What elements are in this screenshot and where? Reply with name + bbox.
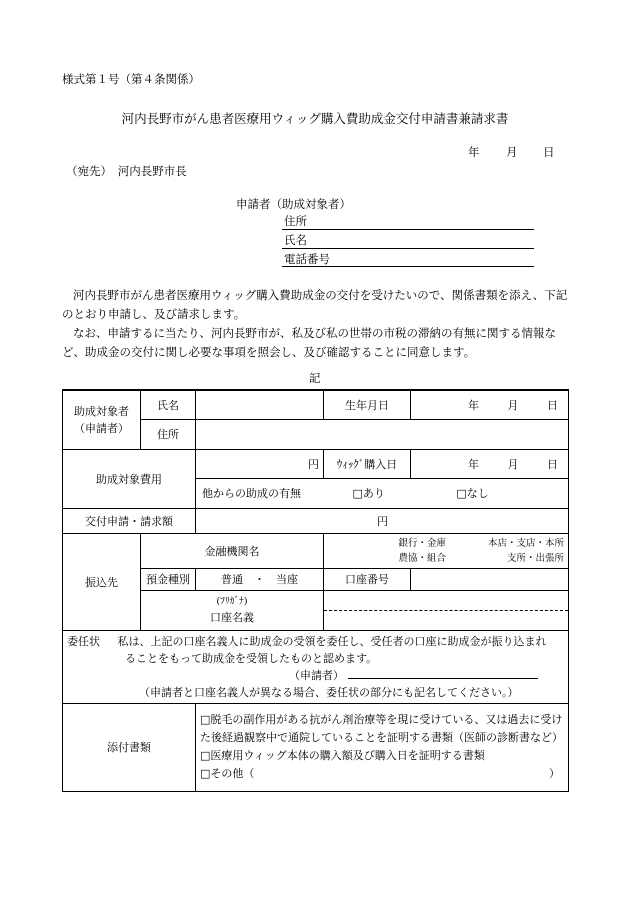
wig-date-label: ｳｨｯｸﾞ購入日 [324,449,411,478]
grant-label: 交付申請・請求額 [63,508,196,533]
applicant-address-line[interactable] [282,229,534,230]
holder-name-input[interactable] [324,611,568,630]
birth-year: 年 [468,398,479,412]
furigana-label: (ﾌﾘｶﾞﾅ) [216,595,248,607]
proxy-applicant-line[interactable] [348,667,538,679]
birth-month: 月 [507,398,519,412]
applicant-address-label: 住所 [284,214,307,228]
other-subsidy-yes-checkbox[interactable]: □あり [352,487,385,500]
proxy-note: （申請者と口座名義人が異なる場合、委任状の部分にも記名してください。） [139,685,519,699]
applicant-name-line[interactable] [282,248,534,249]
proxy-text-1: 私は、上記の口座名義人に助成金の受領を委任し、受任者の口座に助成金が振り込まれ [117,634,547,648]
attach-other-close: ） [549,767,560,780]
wig-day: 日 [547,457,558,471]
document-title: 河内長野市がん患者医療用ウィッグ購入費助成金交付申請書兼請求書 [121,111,509,126]
name-input-cell[interactable] [196,390,324,419]
bank-type-1: 銀行・金庫 [398,537,446,549]
grant-yen: 円 [377,514,388,528]
holder-label: 口座名義 [210,610,254,624]
attach-item-receipt-checkbox[interactable]: □医療用ウィッグ本体の購入額及び購入日を証明する書類 [200,749,485,762]
applicant-phone-label: 電話番号 [284,252,330,266]
subject-sub-label: （申請者） [74,421,129,435]
applicant-phone-line[interactable] [282,266,534,267]
address-label: 住所 [141,419,196,449]
applicant-name-label: 氏名 [284,233,307,247]
wig-month: 月 [507,457,519,471]
cost-input-cell[interactable] [196,449,324,478]
proxy-applicant-label: （申請者） [289,668,344,682]
deposit-label: 預金種別 [141,568,196,590]
holder-input-cell[interactable] [324,590,569,630]
attach-other-checkbox[interactable]: □その他（ [200,767,255,780]
subject-label: 助成対象者 [74,404,129,418]
application-paragraph: 河内長野市がん患者医療用ウィッグ購入費助成金の交付を受けたいので、関係書類を添え、下記のとおり申請し、及び請求します。 [62,288,568,321]
other-subsidy-cell [196,478,569,508]
name-label: 氏名 [141,390,196,419]
grant-input-cell[interactable] [196,508,569,533]
addressee: （宛先） 河内長野市長 [66,164,187,178]
bank-label: 金融機関名 [141,533,324,568]
birth-label: 生年月日 [324,390,411,419]
transfer-label: 振込先 [63,533,141,630]
subject-label-cell [63,390,141,449]
address-input-cell[interactable] [196,419,569,449]
branch-type-1: 本店・支店・本所 [487,537,564,549]
holder-label-cell [141,590,324,630]
attach-item-diagnosis-checkbox[interactable]: □脱毛の副作用がある抗がん剤治療等を現に受けている、又は過去に受けた後経過観察中で通院していることを証明する書類（医師の診断書など） [200,713,563,744]
attachments-cell [196,703,569,791]
date-year: 年 [468,145,480,159]
account-number-input[interactable] [411,568,569,590]
attach-item-other[interactable] [200,765,564,783]
proxy-text-2: ることをもって助成金を受領したものと認めます。 [125,651,378,665]
proxy-cell [63,630,569,703]
cost-yen: 円 [308,457,319,471]
account-number-label: 口座番号 [324,568,411,590]
wig-year: 年 [468,457,479,471]
other-subsidy-label: 他からの助成の有無 [202,487,301,500]
branch-type-2: 支所・出張所 [506,552,564,564]
applicant-heading: 申請者（助成対象者） [236,197,351,211]
birth-day: 日 [547,398,558,412]
furigana-input[interactable] [324,591,568,611]
wig-date-cell[interactable] [411,449,569,478]
birth-date-cell[interactable] [411,390,569,419]
bank-input-cell[interactable] [324,533,569,568]
bank-type-2: 農協・組合 [398,552,446,564]
proxy-title: 委任状 [67,634,100,648]
date-day: 日 [543,145,555,159]
attachments-label: 添付書類 [63,703,196,791]
other-subsidy-no-checkbox[interactable]: □なし [456,487,489,500]
consent-paragraph: なお、申請するに当たり、河内長野市が、私及び私の世帯の市税の滞納の有無に関する情報など、助成金の交付に関し必要な事項を照会し、及び確認することに同意します。 [62,326,556,359]
cost-label: 助成対象費用 [63,449,196,508]
form-number: 様式第１号（第４条関係） [62,72,200,86]
date-month: 月 [506,145,518,159]
ki-label: 記 [309,371,321,385]
deposit-options[interactable]: 普通 ・ 当座 [196,568,324,590]
application-form-table [62,389,569,792]
